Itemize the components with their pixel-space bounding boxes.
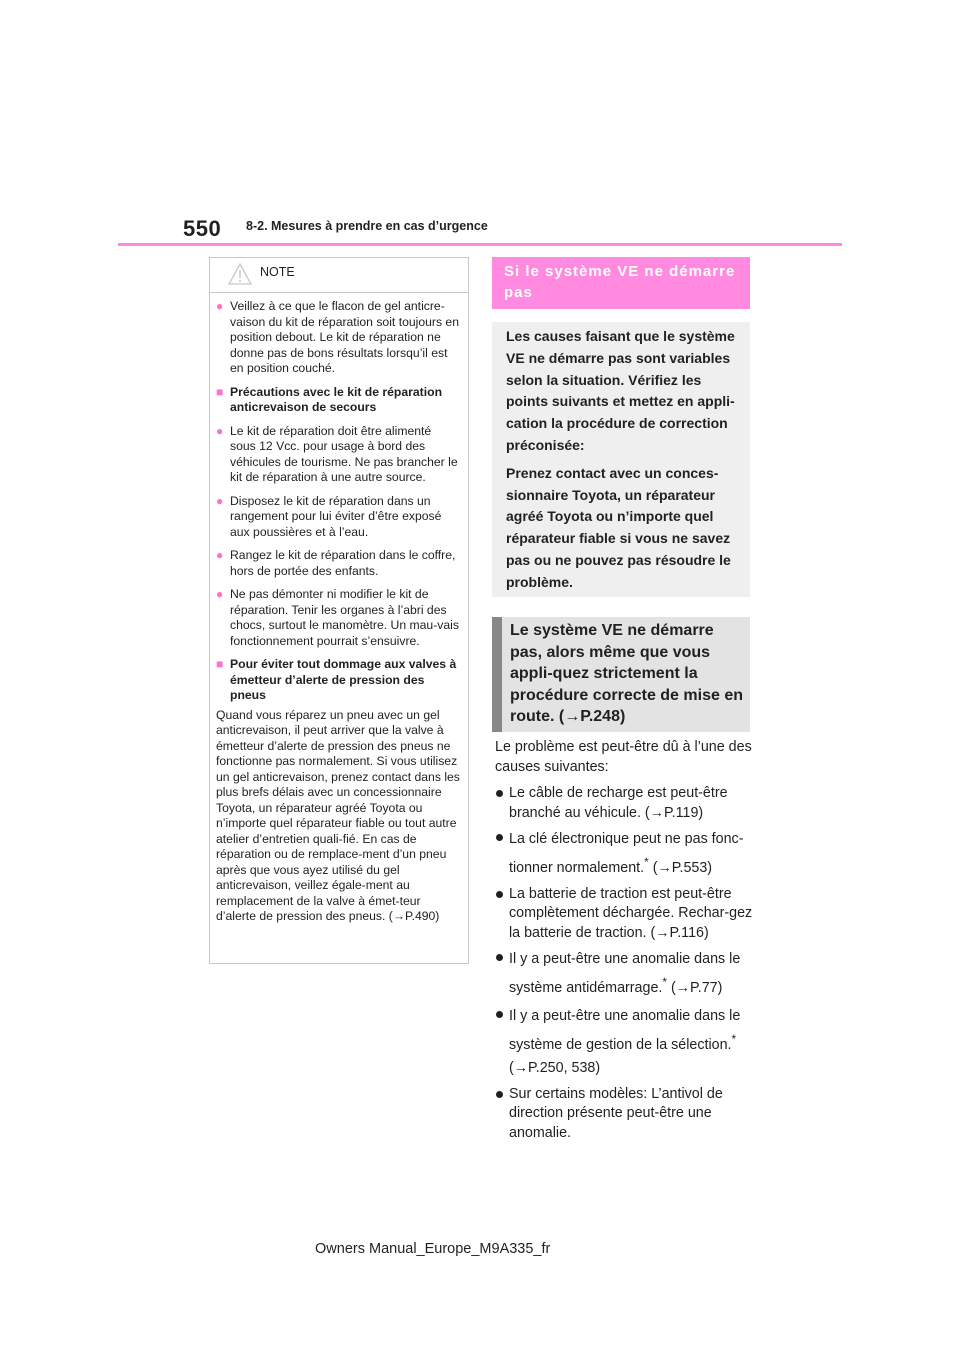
main-text (495, 738, 757, 1148)
bullet-item (495, 1085, 757, 1144)
pink-square-bullet-icon: ■ (216, 384, 224, 399)
footer-text: Owners Manual_Europe_M9A335_fr (315, 1241, 551, 1257)
note-subheading-text: Pour éviter tout dommage aux valves à émetteur d’alerte de pression des pneus (230, 657, 457, 702)
bullet-item (495, 828, 757, 880)
note-item (216, 299, 460, 377)
pink-circle-bullet-icon: ● (216, 548, 224, 562)
bullet-text: Il y a peut-être une anomalie dans le système antidémarrage. (509, 951, 741, 997)
section-title: 8-2. Mesures à prendre en cas d’urgence (246, 219, 488, 233)
bullet-text: Sur certains modèles: L’antivol de direction présente peut-être une anomalie. (509, 1085, 723, 1141)
note-content (210, 293, 468, 925)
note-item (216, 587, 460, 649)
footnote-marker: * (644, 855, 649, 869)
note-subheading-text: Précautions avec le kit de réparation anticrevaison de secours (230, 384, 443, 414)
note-header (210, 258, 468, 293)
note-item (216, 548, 460, 579)
bullet-text: La batterie de traction est peut-être complètement déchargée. Rechar-gez la batterie de traction. (→P.116) (509, 885, 753, 941)
bullet-dot-icon (496, 834, 503, 841)
condition-bar (492, 617, 502, 732)
pink-circle-bullet-icon: ● (216, 587, 224, 601)
note-paragraph: Quand vous réparez un pneu avec un gel anticrevaison, il peut arriver que la valve à émetteur d’alerte de pression des pneus ne fonctionne pas normalement. Si vous utilisez un gel anticrevaison, prenez contact dans les plus brefs délais avec un concessionnaire Toyota, un réparateur agréé Toyota ou n’importe quel réparateur fiable ou tout autre atelier d’entretien quali-fié. En cas de réparation ou de remplace-ment d’un pneu après que vous ayez utilisé du gel anticrevaison, veillez égale-ment au remplacement de la valve à émet-teur d’alerte de pression des pneus. (→P.490) (216, 707, 460, 923)
note-item-text: Rangez le kit de réparation dans le coffre, hors de portée des enfants. (230, 548, 456, 578)
bullet-item (495, 1005, 757, 1080)
bullet-item (495, 885, 757, 944)
bullet-dot-icon (496, 1091, 503, 1098)
note-label: NOTE (260, 265, 295, 279)
pink-circle-bullet-icon: ● (216, 299, 224, 313)
note-item (216, 424, 460, 486)
note-item-text: Veillez à ce que le flacon de gel anticre-vaison du kit de réparation soit toujours en position debout. Le kit de réparation ne donne pas de bons résultats lorsqu’il est en position couché. (230, 299, 459, 375)
header-rule (118, 243, 842, 246)
note-item-text: Disposez le kit de réparation dans un rangement pour lui éviter d’être exposé aux poussières et à l’eau. (230, 493, 442, 539)
pink-square-bullet-icon: ■ (216, 657, 224, 671)
bullet-dot-icon (496, 954, 503, 961)
bullet-text: Le câble de recharge est peut-être branché au véhicule. (→P.119) (509, 785, 728, 821)
page-number: 550 (183, 216, 222, 241)
info-box (492, 322, 750, 597)
note-subheading (216, 385, 460, 416)
bullet-ref: (→P.250, 538) (509, 1059, 601, 1076)
note-item-text: Le kit de réparation doit être alimenté sous 12 Vcc. pour usage à bord des véhicules de tourisme. Ne pas brancher le kit de réparation à une autre source. (230, 423, 458, 484)
intro-text: Le problème est peut-être dû à l’une des causes suivantes: (495, 739, 752, 775)
section-heading: Si le système VE ne démarre pas (492, 257, 750, 309)
info-paragraph-2: Prenez contact avec un conces-sionnaire Toyota, un réparateur agréé Toyota ou n’importe quel réparateur fiable si vous ne savez pas ou ne pouvez pas résoudre le problème. (506, 464, 731, 590)
bullet-text: La clé électronique peut ne pas fonc-tionner normalement. (509, 831, 744, 876)
footnote-marker: * (662, 975, 668, 990)
condition-box (492, 617, 750, 732)
note-subheading (216, 657, 460, 704)
footnote-marker: * (731, 1032, 737, 1047)
bullet-dot-icon (496, 790, 503, 797)
bullet-dot-icon (496, 1011, 503, 1018)
pink-circle-bullet-icon: ● (216, 423, 224, 438)
info-paragraph-1: Les causes faisant que le système VE ne démarre pas sont variables selon la situation. Vérifiez les points suivants et mettez en appli-cation la procédure de correction préconisée: (506, 328, 735, 453)
note-item (216, 494, 460, 541)
bullet-ref: (→P.553) (648, 859, 713, 876)
bullet-item (495, 948, 757, 1000)
bullet-item (495, 784, 757, 823)
note-item-text: Ne pas démonter ni modifier le kit de réparation. Tenir les organes à l’abri des chocs, surtout le manomètre. Un mau-vais fonctionnement pourrait s’ensuivre. (230, 587, 459, 648)
bullet-ref: (→P.77) (667, 980, 723, 997)
pink-circle-bullet-icon: ● (216, 493, 224, 508)
bullet-text: Il y a peut-être une anomalie dans le système de gestion de la sélection. (509, 1008, 741, 1053)
condition-text: Le système VE ne démarre pas, alors même que vous appli-quez strictement la procédure correcte de mise en route. (→P.248) (510, 622, 743, 725)
note-box (209, 257, 469, 964)
bullet-dot-icon (496, 891, 503, 898)
warning-icon (228, 263, 252, 285)
